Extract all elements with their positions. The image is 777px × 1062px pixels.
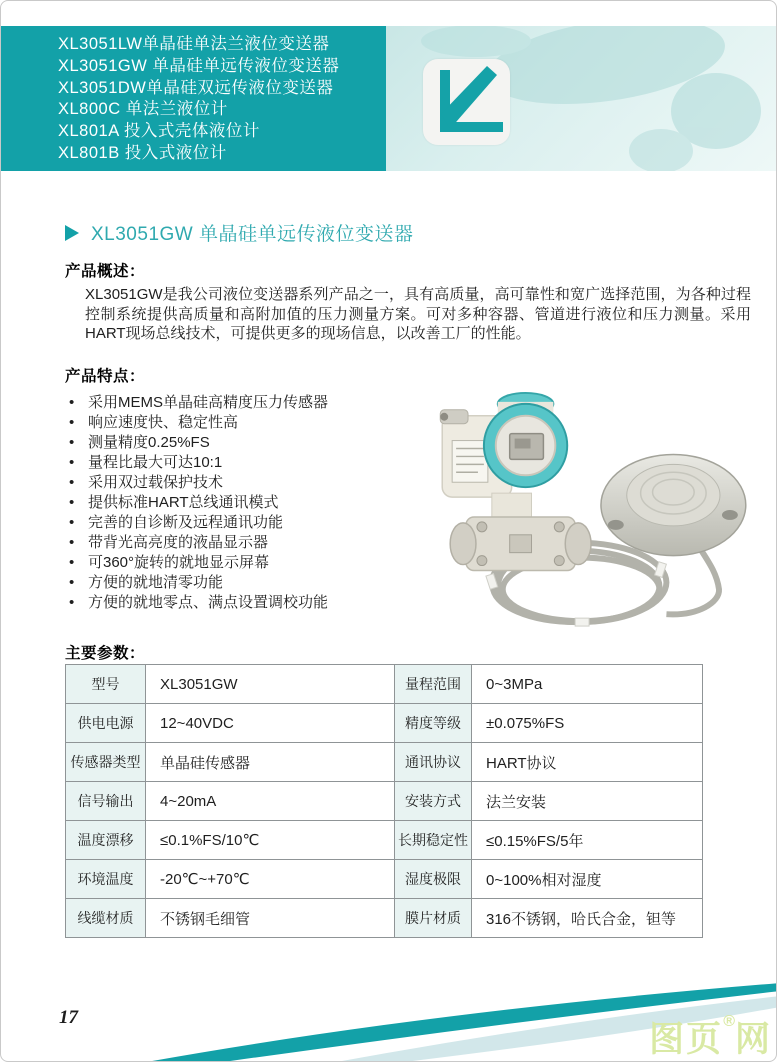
product-list-item: XL801A 投入式壳体液位计 xyxy=(58,122,260,141)
param-value-cell: ≤0.1%FS/10℃ xyxy=(146,821,395,860)
param-value-cell: 不锈钢毛细管 xyxy=(146,899,395,938)
param-value-cell: ±0.075%FS xyxy=(472,704,703,743)
table-row xyxy=(66,743,703,782)
param-value-cell: 4~20mA xyxy=(146,782,395,821)
parameters-heading: 主要参数： xyxy=(65,645,146,662)
param-label-cell: 量程范围 xyxy=(395,665,472,704)
features-heading: 产品特点： xyxy=(65,368,146,385)
section-title-row xyxy=(65,219,414,246)
right-triangle-icon xyxy=(65,225,79,241)
feature-item: • 采用MEMS单晶硅高精度压力传感器 xyxy=(69,393,328,413)
table-row xyxy=(66,665,703,704)
table-row xyxy=(66,704,703,743)
feature-item: • 量程比最大可达10:1 xyxy=(69,453,328,473)
feature-item: • 完善的自诊断及远程通讯功能 xyxy=(69,513,328,533)
param-value-cell: XL3051GW xyxy=(146,665,395,704)
header-teal-panel xyxy=(1,26,386,171)
feature-item: • 采用双过载保护技术 xyxy=(69,473,328,493)
product-list-item: XL3051GW 单晶硅单远传液位变送器 xyxy=(58,56,340,75)
param-label-cell: 温度漂移 xyxy=(66,821,146,860)
param-label-cell: 传感器类型 xyxy=(66,743,146,782)
product-list-item: XL3051DW单晶硅双远传液位变送器 xyxy=(58,78,334,97)
product-list-item: XL801B 投入式液位计 xyxy=(58,143,227,162)
param-label-cell: 型号 xyxy=(66,665,146,704)
product-photo xyxy=(429,386,761,634)
param-label-cell: 安装方式 xyxy=(395,782,472,821)
param-value-cell: 0~100%相对湿度 xyxy=(472,860,703,899)
feature-item: • 测量精度0.25%FS xyxy=(69,433,328,453)
overview-heading: 产品概述： xyxy=(65,263,146,280)
param-value-cell: 316不锈钢，哈氏合金，钽等 xyxy=(472,899,703,938)
feature-item: • 响应速度快、稳定性高 xyxy=(69,413,328,433)
param-value-cell: 法兰安装 xyxy=(472,782,703,821)
parameters-table xyxy=(65,664,703,938)
page-number: 17 xyxy=(59,1007,78,1028)
param-label-cell: 膜片材质 xyxy=(395,899,472,938)
arrow-down-left-logo-icon xyxy=(423,59,510,145)
watermark: 图页®网 xyxy=(649,1013,772,1059)
header-band xyxy=(1,26,777,171)
param-label-cell: 精度等级 xyxy=(395,704,472,743)
table-row xyxy=(66,782,703,821)
param-label-cell: 信号输出 xyxy=(66,782,146,821)
brand-logo xyxy=(423,59,510,145)
features-list xyxy=(69,393,328,613)
param-label-cell: 长期稳定性 xyxy=(395,821,472,860)
param-label-cell: 供电电源 xyxy=(66,704,146,743)
param-value-cell: ≤0.15%FS/5年 xyxy=(472,821,703,860)
param-value-cell: HART协议 xyxy=(472,743,703,782)
param-label-cell: 湿度极限 xyxy=(395,860,472,899)
feature-item: • 方便的就地零点、满点设置调校功能 xyxy=(69,593,328,613)
param-value-cell: -20℃~+70℃ xyxy=(146,860,395,899)
product-list xyxy=(58,34,339,165)
param-value-cell: 12~40VDC xyxy=(146,704,395,743)
table-row xyxy=(66,860,703,899)
table-row xyxy=(66,899,703,938)
table-row xyxy=(66,821,703,860)
feature-item: • 带背光高亮度的液晶显示器 xyxy=(69,533,328,553)
param-label-cell: 通讯协议 xyxy=(395,743,472,782)
product-list-item: XL800C 单法兰液位计 xyxy=(58,100,228,119)
registered-mark-icon: ® xyxy=(723,1013,735,1030)
overview-body: XL3051GW是我公司液位变送器系列产品之一，具有高质量，高可靠性和宽广选择范围，为各种过程控制系统提供高质量和高附加值的压力测量方案。可对多种容器、管道进行液位和压力测量。采用HART现场总线技术，可提供更多的现场信息，以改善工厂的性能。 xyxy=(85,286,751,342)
feature-item: • 方便的就地清零功能 xyxy=(69,573,328,593)
param-label-cell: 环境温度 xyxy=(66,860,146,899)
feature-item: • 提供标准HART总线通讯模式 xyxy=(69,493,328,513)
param-value-cell: 单晶硅传感器 xyxy=(146,743,395,782)
feature-item: • 可360°旋转的就地显示屏幕 xyxy=(69,553,328,573)
param-label-cell: 线缆材质 xyxy=(66,899,146,938)
product-list-item: XL3051LW单晶硅单法兰液位变送器 xyxy=(58,35,330,53)
section-title: XL3051GW 单晶硅单远传液位变送器 xyxy=(91,224,414,245)
param-value-cell: 0~3MPa xyxy=(472,665,703,704)
